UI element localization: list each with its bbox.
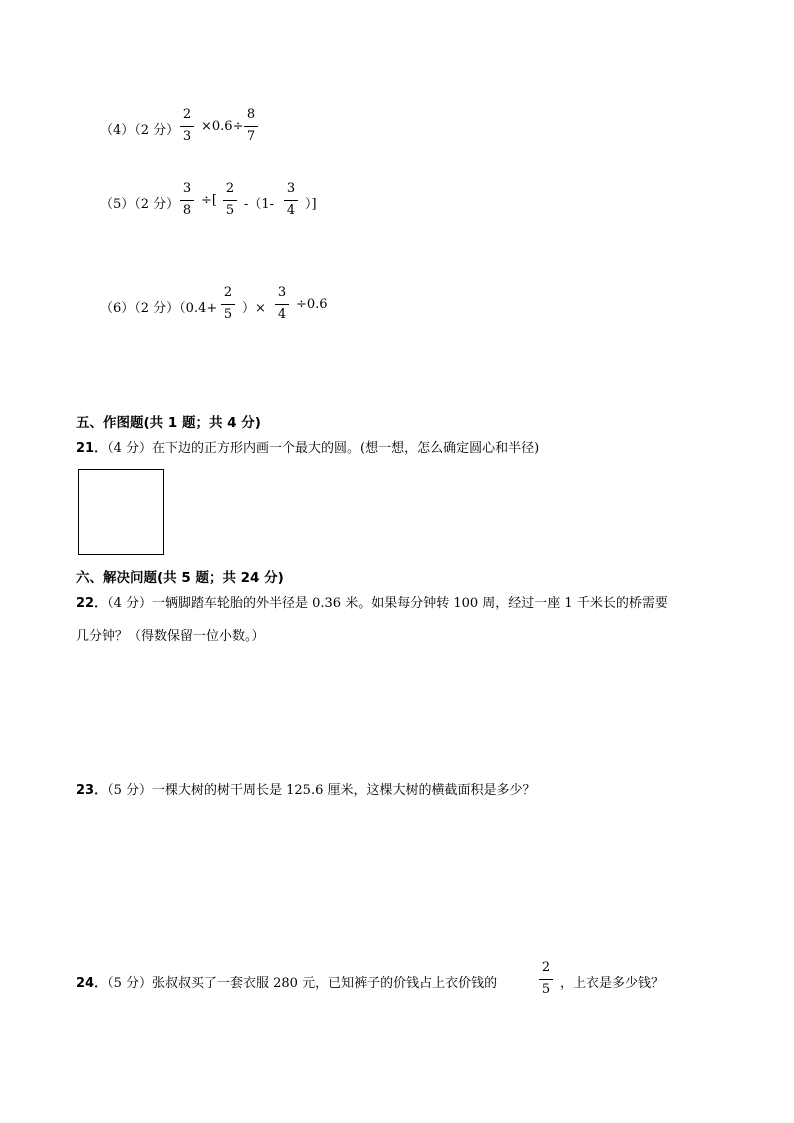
fraction-denominator: 5 xyxy=(541,982,551,997)
question-number: 21． xyxy=(76,441,108,456)
fraction-denominator: 4 xyxy=(277,307,287,322)
fraction-bar xyxy=(180,126,194,127)
problem-6-label: （6）（2 分）（0.4+ xyxy=(100,301,218,316)
fraction-bar xyxy=(223,200,237,201)
drawing-square xyxy=(78,469,164,555)
problem-4-fraction-1 xyxy=(180,108,194,146)
fraction-bar xyxy=(275,304,289,305)
fraction-numerator: 2 xyxy=(225,181,235,196)
problem-5-fraction-2 xyxy=(223,182,237,220)
question-24-text-part-2: ，上衣是多少钱？ xyxy=(560,976,665,991)
problem-5-text-2: -（1- xyxy=(244,197,275,212)
question-text: 一辆脚踏车轮胎的外半径是 0.36 米。如果每分钟转 100 周，经过一座 1 千米长的桥需要 xyxy=(152,596,668,611)
question-number: 24． xyxy=(76,976,108,991)
problem-4-label: （4）（2 分） xyxy=(100,123,180,138)
question-number: 22． xyxy=(76,596,108,611)
question-22-line-2: 几分钟？（得数保留一位小数。） xyxy=(76,629,265,644)
fraction-numerator: 2 xyxy=(541,960,551,975)
fraction-numerator: 8 xyxy=(246,107,256,122)
fraction-denominator: 3 xyxy=(182,129,192,144)
fraction-denominator: 4 xyxy=(286,203,296,218)
problem-4-fraction-2 xyxy=(244,108,258,146)
question-number: 23． xyxy=(76,783,108,798)
fraction-numerator: 3 xyxy=(182,181,192,196)
question-score: （5 分） xyxy=(107,976,152,991)
fraction-numerator: 3 xyxy=(286,181,296,196)
question-22-line-1 xyxy=(76,592,668,611)
problem-5-fraction-1 xyxy=(180,182,194,220)
problem-5-fraction-3 xyxy=(284,182,298,220)
question-score: （4 分） xyxy=(107,441,152,456)
problem-6-fraction-2 xyxy=(275,286,289,324)
fraction-denominator: 5 xyxy=(223,307,233,322)
section-6-heading: 六、解决问题(共 5 题；共 24 分) xyxy=(76,570,284,586)
fraction-numerator: 2 xyxy=(223,285,233,300)
fraction-denominator: 8 xyxy=(182,203,192,218)
question-text: 一棵大树的树干周长是 125.6 厘米，这棵大树的横截面积是多少？ xyxy=(152,783,536,798)
question-text-part-1: 张叔叔买了一套衣服 280 元，已知裤子的价钱占上衣价钱的 xyxy=(152,976,498,991)
problem-5-text-3: ）] xyxy=(305,197,317,212)
problem-6-text-2: ÷0.6 xyxy=(296,297,328,312)
problem-5-text-1: ÷[ xyxy=(201,193,217,208)
question-score: （5 分） xyxy=(107,783,152,798)
question-23 xyxy=(76,779,535,798)
question-score: （4 分） xyxy=(107,596,152,611)
problem-6-text-1: ）× xyxy=(242,301,266,316)
section-5-heading: 五、作图题(共 1 题；共 4 分) xyxy=(76,415,261,431)
fraction-denominator: 5 xyxy=(225,203,235,218)
fraction-bar xyxy=(284,200,298,201)
fraction-bar xyxy=(539,979,553,980)
question-24 xyxy=(76,972,497,991)
question-21 xyxy=(76,437,539,456)
fraction-numerator: 2 xyxy=(182,107,192,122)
problem-6-fraction-1 xyxy=(221,286,235,324)
question-text: 在下边的正方形内画一个最大的圆。(想一想，怎么确定圆心和半径) xyxy=(152,441,540,456)
problem-5-label: （5）（2 分） xyxy=(100,197,180,212)
fraction-bar xyxy=(221,304,235,305)
fraction-numerator: 3 xyxy=(277,285,287,300)
fraction-bar xyxy=(244,126,258,127)
fraction-denominator: 7 xyxy=(246,129,256,144)
question-24-fraction xyxy=(539,961,553,999)
fraction-bar xyxy=(180,200,194,201)
problem-4-operator: ×0.6÷ xyxy=(201,119,244,134)
